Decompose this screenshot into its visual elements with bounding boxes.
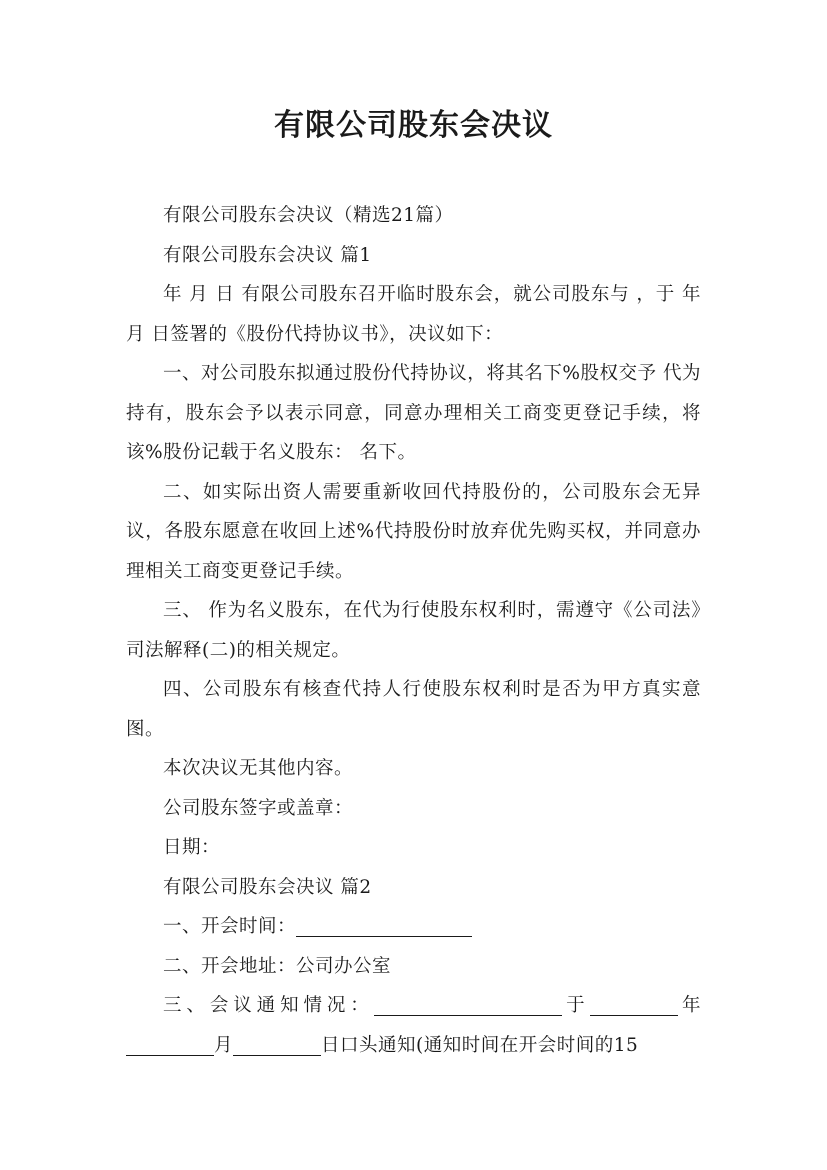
- notice-month-label: 月: [214, 1034, 234, 1056]
- notice-day-blank: [233, 1033, 321, 1056]
- meeting-time-line: [126, 907, 701, 947]
- meeting-time-blank: [296, 914, 472, 937]
- notice-year-blank: [590, 993, 678, 1016]
- notice-person-blank: [374, 993, 562, 1016]
- paragraph-meeting-opening: 年 月 日 有限公司股东召开临时股东会，就公司股东与 ，于 年 月 日签署的《股份代持协议书》，决议如下：: [126, 284, 708, 345]
- document-body: [126, 196, 708, 1065]
- notice-year-label: 年: [677, 995, 701, 1016]
- paragraph-item-one: 一、对公司股东拟通过股份代持协议，将其名下%股权交予 代为持有，股东会予以表示同意，同意办理相关工商变更登记手续，将该%股份记载于名义股东： 名下。: [126, 363, 701, 463]
- part2-heading: 有限公司股东会决议 篇2: [163, 876, 372, 898]
- intro-line: 有限公司股东会决议（精选21篇）: [163, 205, 454, 226]
- date-line: 日期：: [163, 837, 221, 858]
- paragraph-no-other-content: 本次决议无其他内容。: [163, 758, 354, 779]
- meeting-time-label: 一、开会时间：: [163, 916, 297, 937]
- paragraph-item-two: 二、如实际出资人需要重新收回代持股份的，公司股东会无异议，各股东愿意在收回上述%代持股份时放弃优先购买权，并同意办理相关工商变更登记手续。: [126, 481, 701, 582]
- notice-line: [126, 986, 701, 1065]
- paragraph-item-three: 三、 作为名义股东，在代为行使股东权利时，需遵守《公司法》司法解释(二)的相关规定。: [126, 600, 701, 661]
- part1-heading: 有限公司股东会决议 篇1: [163, 244, 372, 266]
- notice-month-blank: [126, 1033, 214, 1056]
- notice-tail: 日口头通知(通知时间在开会时间的15: [321, 1034, 639, 1056]
- notice-label: 三、会议通知情况：: [163, 995, 374, 1016]
- notice-yu: 于: [561, 995, 590, 1016]
- signature-line: 公司股东签字或盖章：: [163, 797, 354, 819]
- document-title: 有限公司股东会决议: [274, 108, 553, 143]
- meeting-place-line: 二、开会地址：公司办公室: [163, 955, 392, 977]
- paragraph-item-four: 四、公司股东有核查代持人行使股东权利时是否为甲方真实意图。: [126, 679, 701, 740]
